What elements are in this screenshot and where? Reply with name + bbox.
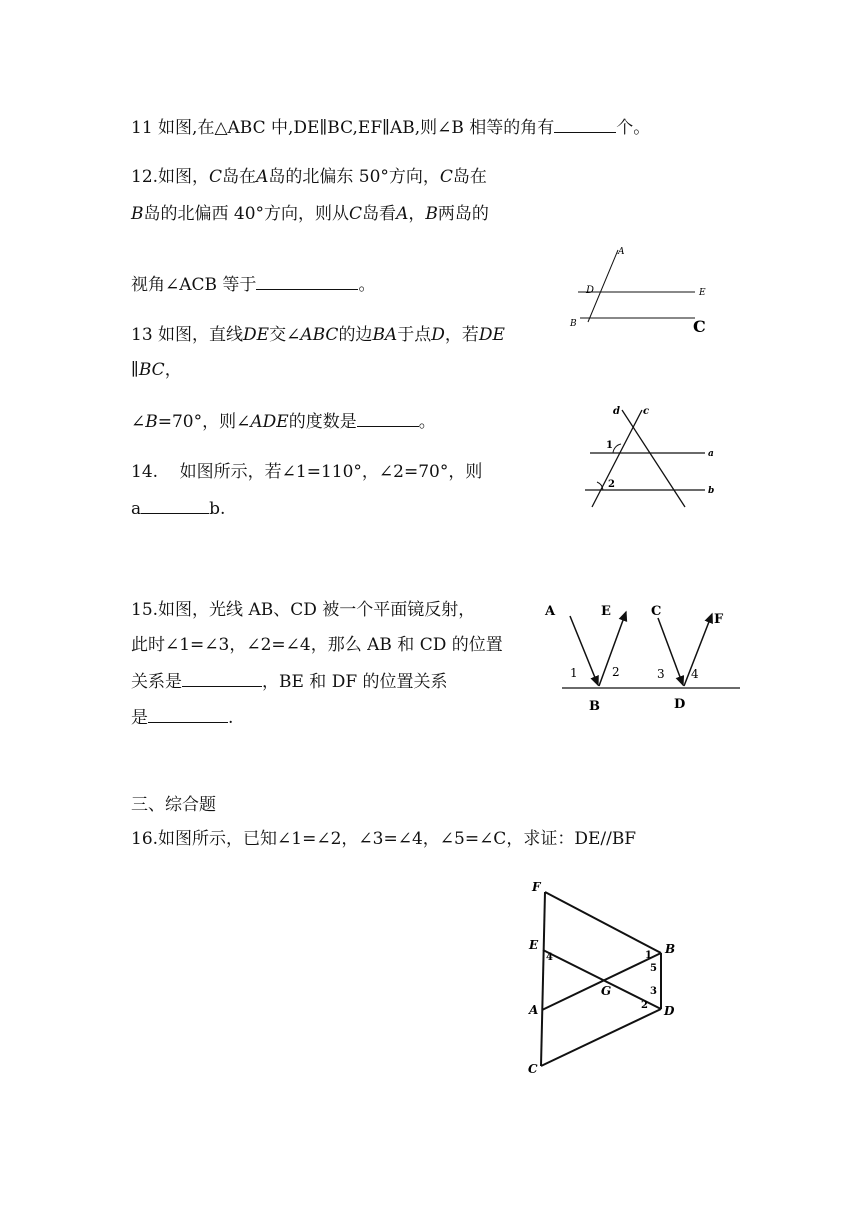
section-title-text: 三、综合题 (131, 795, 216, 815)
fig16-label-e: E (529, 938, 539, 952)
section-title (131, 794, 216, 816)
q13-var: BA (372, 325, 398, 345)
q15-answer-blank-1[interactable] (182, 670, 262, 687)
fig14-line-d (622, 410, 685, 507)
fig14-label-b: b (708, 486, 715, 496)
q13-text: 13 如图，直线 (131, 325, 244, 345)
q15-line2 (131, 634, 503, 656)
fig16-label-2: 2 (641, 1000, 648, 1011)
q13-line3 (131, 410, 436, 433)
q12-line2 (131, 203, 489, 225)
q14-text: 14. 如图所示，若∠1=110°，∠2=70°，则 (131, 462, 483, 482)
q13-var: B (145, 412, 158, 432)
q14-var: a (131, 499, 142, 519)
q15-line4 (131, 706, 233, 729)
q12-text: 岛在 (222, 167, 257, 187)
q15-text: 是 (131, 708, 148, 728)
q13-var: DE (243, 325, 270, 345)
fig16-label-5: 5 (650, 963, 657, 974)
q13-var: ADE (250, 412, 289, 432)
fig15-label-d: D (674, 697, 686, 712)
fig15-label-e: E (601, 604, 611, 619)
fig15-label-f: F (714, 612, 724, 627)
fig16-label-4: 4 (546, 952, 553, 963)
q11-text-end: 个。 (616, 118, 651, 138)
q15-text: . (228, 708, 234, 728)
fig16-label-b: B (665, 942, 676, 956)
q13-text: 于点 (397, 325, 432, 345)
fig14-label-2: 2 (608, 479, 615, 490)
fig16-label-3: 3 (650, 986, 657, 997)
fig14-label-c: c (643, 406, 650, 417)
q13-line1 (131, 324, 505, 346)
q12-text: 岛的北偏西 40°方向，则从 (143, 204, 350, 224)
q12-var: A (396, 204, 409, 224)
fig16-seg-cd (541, 1009, 661, 1066)
q13-text: =70°，则∠ (157, 412, 251, 432)
q13-text: ∠ (131, 412, 146, 432)
q12-var: B (425, 204, 438, 224)
fig13-label-a: A (618, 247, 625, 257)
fig15-label-2: 2 (612, 665, 620, 679)
q14-var: b. (209, 499, 226, 519)
q15-text: ，BE 和 DF 的位置关系 (262, 672, 448, 692)
q15-line1 (131, 599, 475, 621)
q12-text: 岛的北偏东 50°方向， (268, 167, 440, 187)
figure-q14 (575, 400, 725, 515)
fig15-label-3: 3 (657, 667, 665, 681)
q15-line3 (131, 670, 448, 693)
q12-line3 (131, 273, 375, 296)
q13-text: 。 (418, 412, 436, 432)
q12-text: ， (408, 204, 426, 224)
figure-q16 (525, 878, 690, 1078)
fig13-label-b: B (570, 319, 577, 329)
q16-line (131, 828, 636, 850)
q13-text: 的边 (338, 325, 373, 345)
figure-q15 (540, 598, 745, 718)
fig13-label-d: D (586, 285, 595, 296)
q13-var: DE (478, 325, 505, 345)
q15-text: 关系是 (131, 672, 182, 692)
q12-text: 。 (358, 275, 376, 295)
q12-text: 视角∠ACB 等于 (131, 275, 257, 295)
fig15-label-1: 1 (570, 666, 578, 680)
q12-line1 (131, 166, 487, 188)
q13-text: 的度数是 (288, 412, 357, 432)
q15-answer-blank-2[interactable] (148, 706, 228, 723)
figure-q13 (560, 240, 720, 335)
fig15-label-a: A (545, 604, 556, 619)
fig15-label-c: C (651, 604, 662, 619)
fig16-seg-fb (545, 892, 661, 953)
q16-text: 16.如图所示，已知∠1=∠2，∠3=∠4，∠5=∠C，求证：DE//BF (131, 829, 637, 849)
fig15-label-4: 4 (691, 667, 699, 681)
fig16-seg-fc (541, 892, 545, 1066)
q12-var: A (256, 167, 269, 187)
q12-text: 岛看 (362, 204, 397, 224)
q14-line1 (131, 461, 482, 483)
q13-var: BC (138, 360, 165, 380)
q13-answer-blank[interactable] (357, 410, 419, 427)
fig14-label-1: 1 (606, 440, 613, 451)
fig15-label-b: B (589, 699, 600, 714)
fig16-label-f: F (532, 880, 541, 894)
q15-text: 15.如图，光线 AB、CD 被一个平面镜反射， (131, 600, 476, 620)
q12-text: 岛在 (452, 167, 487, 187)
fig14-line-c (592, 410, 642, 507)
q11-text: 11 如图,在△ABC 中,DE∥BC,EF∥AB,则∠B 相等的角有 (131, 118, 555, 138)
q13-text: 交∠ (269, 325, 301, 345)
q12-var: C (209, 167, 223, 187)
fig16-label-c: C (528, 1062, 538, 1076)
q14-answer-blank[interactable] (141, 497, 209, 514)
q12-var: B (131, 204, 144, 224)
fig16-label-a: A (529, 1003, 539, 1017)
fig16-label-d: D (664, 1004, 675, 1018)
fig14-label-a: a (708, 449, 714, 459)
q11-answer-blank[interactable] (554, 116, 616, 133)
fig14-label-d: d (613, 406, 620, 417)
q12-text: 两岛的 (437, 204, 489, 224)
q14-line2 (131, 497, 225, 520)
q13-var: ABC (300, 325, 339, 345)
q13-text: ∥ (131, 360, 139, 380)
q13-text: ， (164, 360, 182, 380)
q15-text: 此时∠1=∠3，∠2=∠4，那么 AB 和 CD 的位置 (131, 635, 503, 655)
q13-var: D (431, 325, 445, 345)
q13-line2 (131, 359, 182, 381)
q12-answer-blank[interactable] (256, 273, 358, 290)
fig13-label-c: C (693, 317, 706, 336)
q12-text: 12.如图， (131, 167, 210, 187)
q13-text: ，若 (444, 325, 479, 345)
q12-var: C (439, 167, 453, 187)
fig16-label-1: 1 (645, 950, 652, 961)
q12-var: C (349, 204, 363, 224)
fig16-label-g: G (601, 984, 612, 998)
fig13-label-e: E (699, 288, 706, 298)
q11-line (131, 116, 650, 139)
